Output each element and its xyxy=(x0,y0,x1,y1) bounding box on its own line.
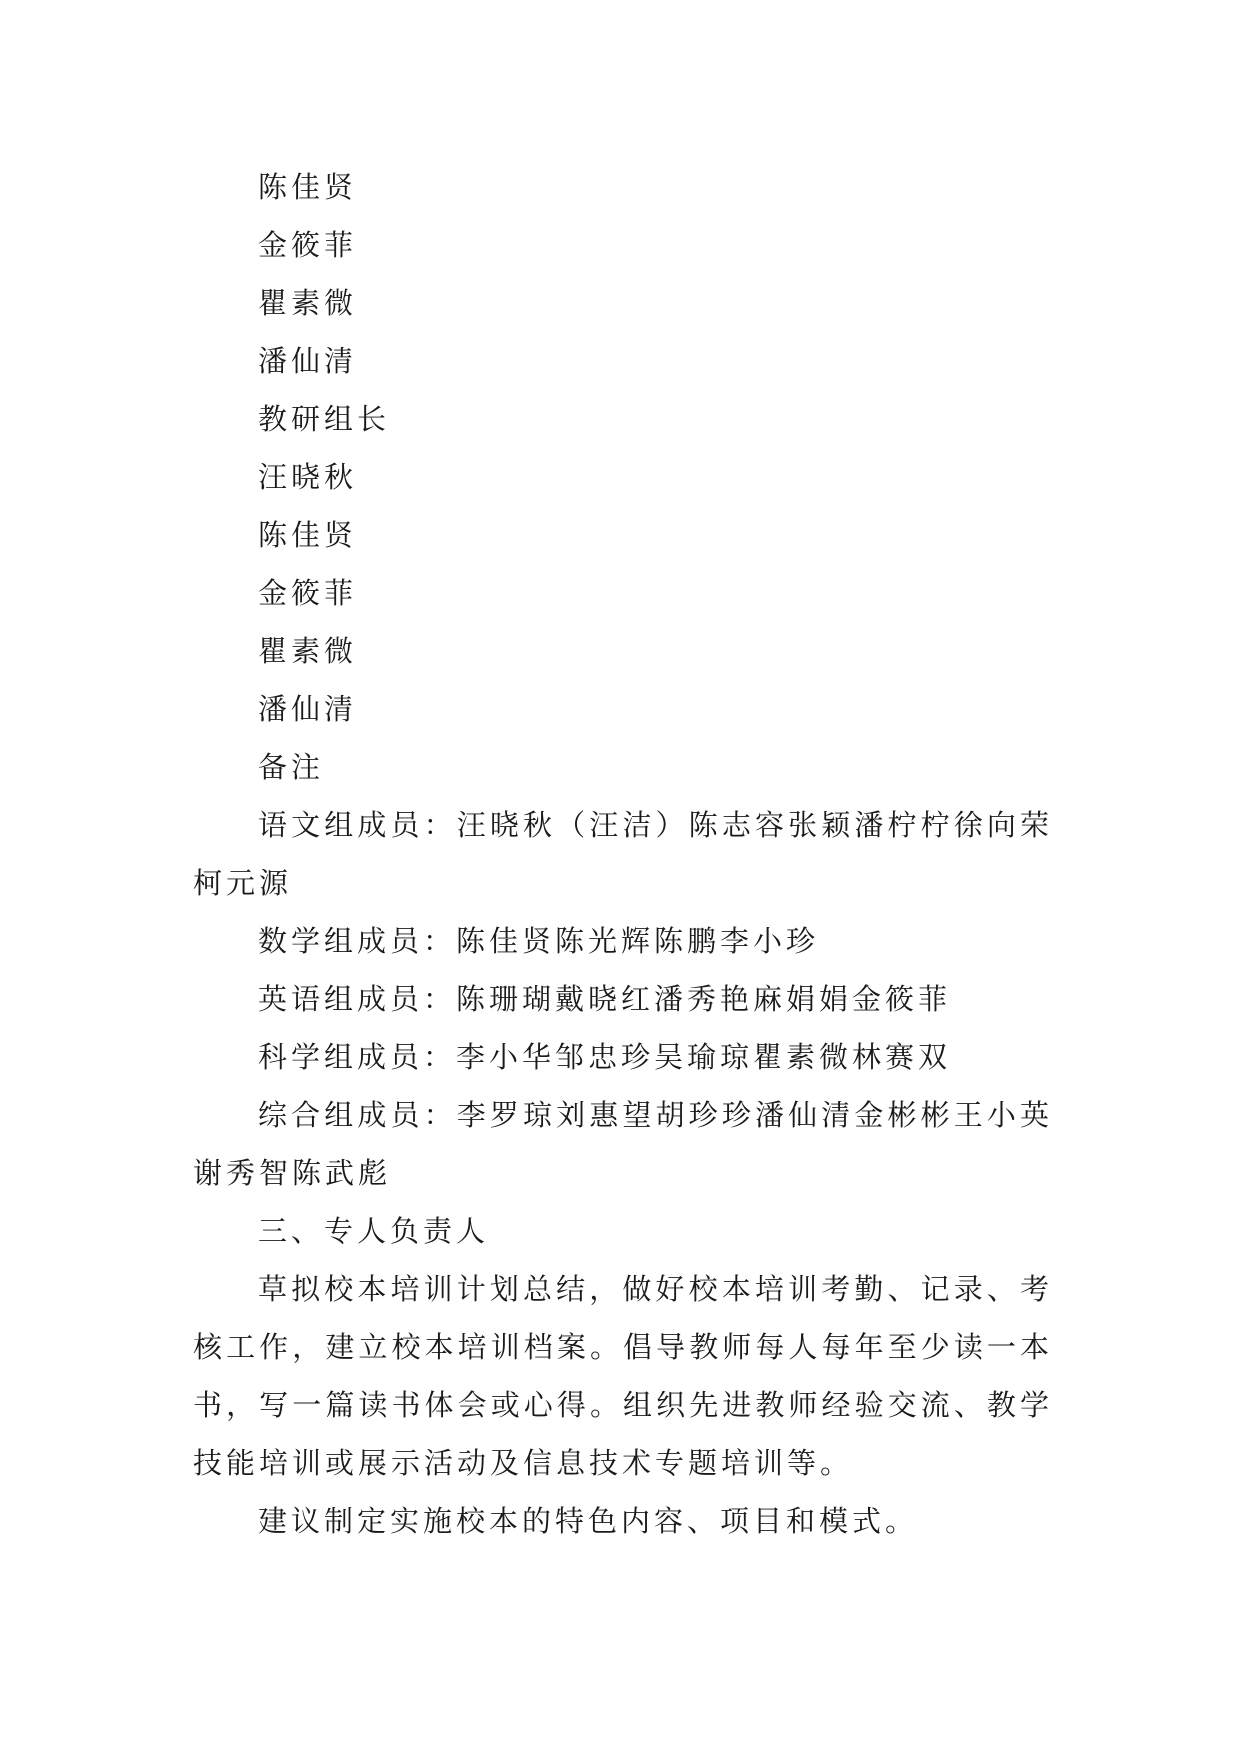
chinese-group-members: 语文组成员：汪晓秋（汪洁）陈志容张颖潘柠柠徐向荣柯元源 xyxy=(193,808,1053,900)
math-group-members: 数学组成员：陈佳贤陈光辉陈鹏李小珍 xyxy=(258,924,820,958)
name-chen-jiaxian-2: 陈佳贤 xyxy=(258,518,358,552)
name-chen-jiaxian: 陈佳贤 xyxy=(258,170,358,204)
remarks-label: 备注 xyxy=(258,750,325,784)
document-body xyxy=(193,158,1053,1550)
name-qu-suwei-2: 瞿素微 xyxy=(258,634,358,668)
science-group-members: 科学组成员：李小华邹忠珍吴瑜琼瞿素微林赛双 xyxy=(258,1040,952,1074)
name-qu-suwei: 瞿素微 xyxy=(258,286,358,320)
name-jin-xiaofei: 金筱菲 xyxy=(258,228,358,262)
comprehensive-group-members: 综合组成员：李罗琼刘惠望胡珍珍潘仙清金彬彬王小英谢秀智陈武彪 xyxy=(193,1098,1053,1190)
section-label-group-leader: 教研组长 xyxy=(258,402,391,436)
suggestion-paragraph: 建议制定实施校本的特色内容、项目和模式。 xyxy=(258,1504,919,1538)
english-group-members: 英语组成员：陈珊瑚戴晓红潘秀艳麻娟娟金筱菲 xyxy=(258,982,952,1016)
section-heading-3: 三、专人负责人 xyxy=(258,1214,490,1248)
name-pan-xianqing: 潘仙清 xyxy=(258,344,358,378)
name-pan-xianqing-2: 潘仙清 xyxy=(258,692,358,726)
responsibility-paragraph: 草拟校本培训计划总结，做好校本培训考勤、记录、考核工作，建立校本培训档案。倡导教师每人每年至少读一本书，写一篇读书体会或心得。组织先进教师经验交流、教学技能培训或展示活动及信息技术专题培训等。 xyxy=(193,1272,1053,1480)
name-wang-xiaoqiu: 汪晓秋 xyxy=(258,460,358,494)
name-jin-xiaofei-2: 金筱菲 xyxy=(258,576,358,610)
